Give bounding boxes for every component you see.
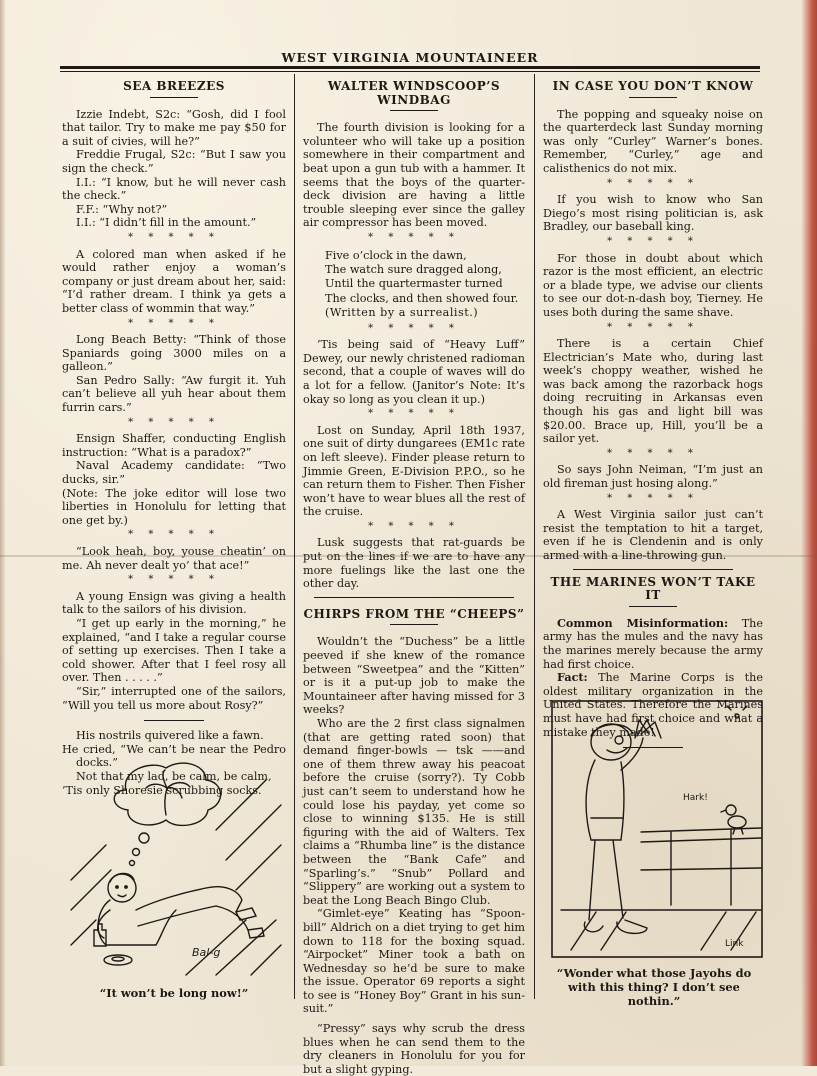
paragraph: Wouldn’t the “Duchess” be a little peeved if she knew of the romance between “Sweetpea” and the “Kitten” or is it a put-up job to make the Mountaineer after having missed for 3 weeks?: [303, 635, 525, 717]
cartoon-signature: Bal-g: [192, 946, 221, 959]
paragraph: The popping and squeaky noise on the quarterdeck last Sunday morning was only “Curley” Warner’s bones. Remember, “Curley,” age and calisthenics do not mix.: [543, 107, 763, 175]
cartoon-caption: “Wonder what those Jayohs do with this thing? I don’t see nothin.”: [556, 966, 752, 1008]
heading-rule: [390, 624, 438, 625]
paragraph: Naval Academy candidate: “Two ducks, sir.”: [62, 459, 286, 487]
paragraph: “Pressy” says why scrub the dress blues when he can send them to the dry cleaners in Honolulu for you for but a slight gyping.: [303, 1022, 525, 1076]
misinformation-label: Common Misinformation:: [557, 615, 729, 630]
paragraph: For those in doubt about which razor is the most efficient, an electric or a blade type, we advise our clients to see our dot-n-dash boy, Tierney. He uses both during the same shave.: [543, 251, 763, 319]
paragraph: (Note: The joke editor will lose two liberties in Honolulu for letting that one get by.): [62, 486, 286, 527]
paragraph: If you wish to know who San Diego’s most rising politician is, ask Bradley, our baseball king.: [543, 193, 763, 234]
paragraph: Izzie Indebt, S2c: “Gosh, did I fool that tailor. Try to make me pay $50 for a suit of civies, will he?”: [62, 107, 286, 148]
in-case-heading: IN CASE YOU DON’T KNOW: [552, 79, 754, 93]
column-in-case: [543, 80, 763, 748]
paragraph: F.F.: “Why not?”: [76, 202, 168, 216]
paragraph: ’Tis being said of “Heavy Luff” Dewey, our newly christened radioman second, that a couple of waves will do a lot for a fellow. (Janitor’s Note: It’s okay so long as you clean it up.): [303, 338, 525, 406]
paragraph: “Sir,” interrupted one of the sailors, “Will you tell us more about Rosy?”: [62, 684, 286, 712]
verse-line: Five o’clock in the dawn,: [325, 248, 467, 262]
verse-block: [325, 249, 525, 321]
poem-line: Not that my lad, be calm, be calm,: [76, 769, 272, 783]
column-sea-breezes: [62, 80, 286, 797]
star-separator: * * * * *: [368, 322, 460, 334]
misinformation-text: The army has the mules and the navy has the marines merely because the army had first choice.: [543, 616, 763, 671]
paragraph: Who are the 2 first class signalmen (that are getting rated soon) that demand finger-bowls — tsk ——and one of them threw away his peacoat before the cruise (sorry?). Ty Cobb just can’t seem to understand how he could lose his payday, yet come so close to winning $135. He is still figuring with the aid of Walters. Tex claims a “Rhumba line” is the distance between the “Bank Cafe” and “Sparling’s.” “Snub” Pollard and “Slippery” are working out a system to beat the Long Beach Bingo Club.: [303, 717, 525, 907]
star-separator: * * * * *: [368, 408, 460, 420]
masthead-rule-thin: [60, 71, 760, 72]
star-separator: * * * * *: [607, 447, 699, 459]
paragraph: I.I.: “I know, but he will never cash the check.”: [62, 175, 286, 203]
paragraph: Long Beach Betty: “Think of those Spaniards going 3000 miles on a galleon.”: [62, 333, 286, 374]
star-separator: * * * * *: [128, 231, 220, 243]
sea-breezes-heading: SEA BREEZES: [123, 79, 225, 93]
paragraph: “Look heah, boy, youse cheatin’ on me. Ah never dealt yo’ that ace!”: [62, 545, 286, 572]
verse-attribution: (Written by a surrealist.): [325, 306, 479, 320]
section-rule: [573, 569, 733, 570]
chirps-heading: CHIRPS FROM THE “CHEEPS”: [303, 606, 525, 621]
poem-line: His nostrils quivered like a fawn.: [76, 729, 264, 743]
paragraph: Lusk suggests that rat-guards be put on the lines if we are to have any more fuelings like the last one the other day.: [303, 536, 525, 591]
heading-rule: [629, 97, 677, 98]
star-separator: * * * * *: [607, 492, 699, 504]
star-separator: * * * * *: [607, 177, 699, 189]
paragraph: A young Ensign was giving a health talk to the sailors of his division.: [62, 589, 286, 617]
star-separator: * * * * *: [128, 416, 220, 428]
column-windbag: [303, 80, 525, 1076]
heading-rule: [150, 97, 198, 98]
section-rule: [144, 720, 204, 721]
poem-line: He cried, “We can’t be near the Pedro docks.”: [62, 742, 286, 770]
paragraph: The fourth division is looking for a volunteer who will take up a position somewhere in their compartment and beat upon a gun tub with a hammer. It seems that the boys of the quarter-deck division are having a little trouble sleeping ever since the galley air compressor has been moved.: [303, 121, 525, 230]
paragraph: So says John Neiman, “I’m just an old fireman just hosing along.”: [543, 463, 763, 491]
paragraph: “I get up early in the morning,” he explained, “and I take a regular course of setting up exercises. Then I take a cold shower. After that I feel rosy all over. Then . . . . .”: [62, 616, 286, 685]
torn-paper-edge: [801, 0, 817, 1066]
windbag-heading: WALTER WINDSCOOP’S WINDBAG: [327, 79, 501, 107]
verse-line: The watch sure dragged along,: [325, 262, 502, 276]
star-separator: * * * * *: [607, 321, 699, 333]
paragraph: Freddie Frugal, S2c: “But I saw you sign the check.”: [62, 148, 286, 175]
verse-line: The clocks, and then showed four.: [325, 291, 519, 305]
star-separator: * * * * *: [128, 574, 220, 586]
paragraph: I.I.: “I didn’t fill in the amount.”: [76, 216, 257, 230]
star-separator: * * * * *: [368, 231, 460, 243]
star-separator: * * * * *: [128, 317, 220, 329]
star-separator: * * * * *: [128, 529, 220, 541]
star-separator: * * * * *: [607, 235, 699, 247]
fact-text: The Marine Corps is the oldest military organization in the United States. Therefore the Marines must have had first choice and what a mistake they made!: [543, 671, 763, 739]
marine-cartoon: [551, 700, 763, 958]
fact-label: Fact:: [557, 670, 588, 685]
verse-line: Until the quartermaster turned: [325, 277, 503, 291]
paragraph: A colored man when asked if he would rather enjoy a woman’s company or just dream about her, said: “I’d rather dream. I think ya gets a better class of wommin that way.”: [62, 247, 286, 315]
masthead-title: WEST VIRGINIA MOUNTAINEER: [281, 50, 539, 65]
section-rule: [314, 597, 514, 598]
column-divider-right: [534, 74, 535, 999]
paper-shadow-edge: [0, 0, 6, 1066]
paragraph: Lost on Sunday, April 18th 1937, one suit of dirty dungarees (EM1c rate on left sleeve). Finder please return to Jimmie Green, E-Division P.P.O., so he can return them to Fisher. Then Fisher won’t have to wear blues all the rest of the cruise.: [303, 423, 525, 519]
paragraph-misinformation: [543, 617, 763, 671]
cartoon-signature: Link: [725, 939, 744, 949]
poem-line: ’Tis only Shoresie scrubbing socks.: [62, 783, 262, 797]
heading-rule: [390, 110, 438, 111]
paragraph: “Gimlet-eye” Keating has “Spoon-bill” Aldrich on a diet trying to get him down to 118 for the boxing squad. “Airpocket” Miner took a bath on Wednesday so he’d be sure to make the issue. Operator 69 reports a sight to see is “Honey Boy” Grant in his sun-suit.”: [303, 907, 525, 1016]
paragraph: Ensign Shaffer, conducting English instruction: “What is a paradox?”: [62, 432, 286, 459]
marines-heading: THE MARINES WON’T TAKE IT: [550, 574, 756, 603]
bird-speech-text: Hark!: [683, 793, 708, 803]
paragraph: San Pedro Sally: “Aw furgit it. Yuh can’t believe all yuh hear about them furrin cars.”: [62, 373, 286, 415]
cartoon-caption: “It won’t be long now!”: [99, 986, 249, 1000]
masthead-rule-thick: [60, 66, 760, 69]
star-separator: * * * * *: [368, 520, 460, 532]
paragraph: There is a certain Chief Electrician’s Mate who, during last week’s choppy weather, wished he was back among the razorback hogs doing recruiting in Arkansas even though his gas and light bill was $20.00. Brace up, Hill, you’ll be a sailor yet.: [543, 337, 763, 446]
sailor-dreaming-cartoon: [66, 760, 288, 982]
heading-rule: [629, 606, 677, 607]
paragraph: A West Virginia sailor just can’t resist the temptation to hit a target, even if he is Clendenin and is only armed with a line-throwing gun.: [543, 508, 763, 562]
column-divider-left: [294, 74, 295, 999]
